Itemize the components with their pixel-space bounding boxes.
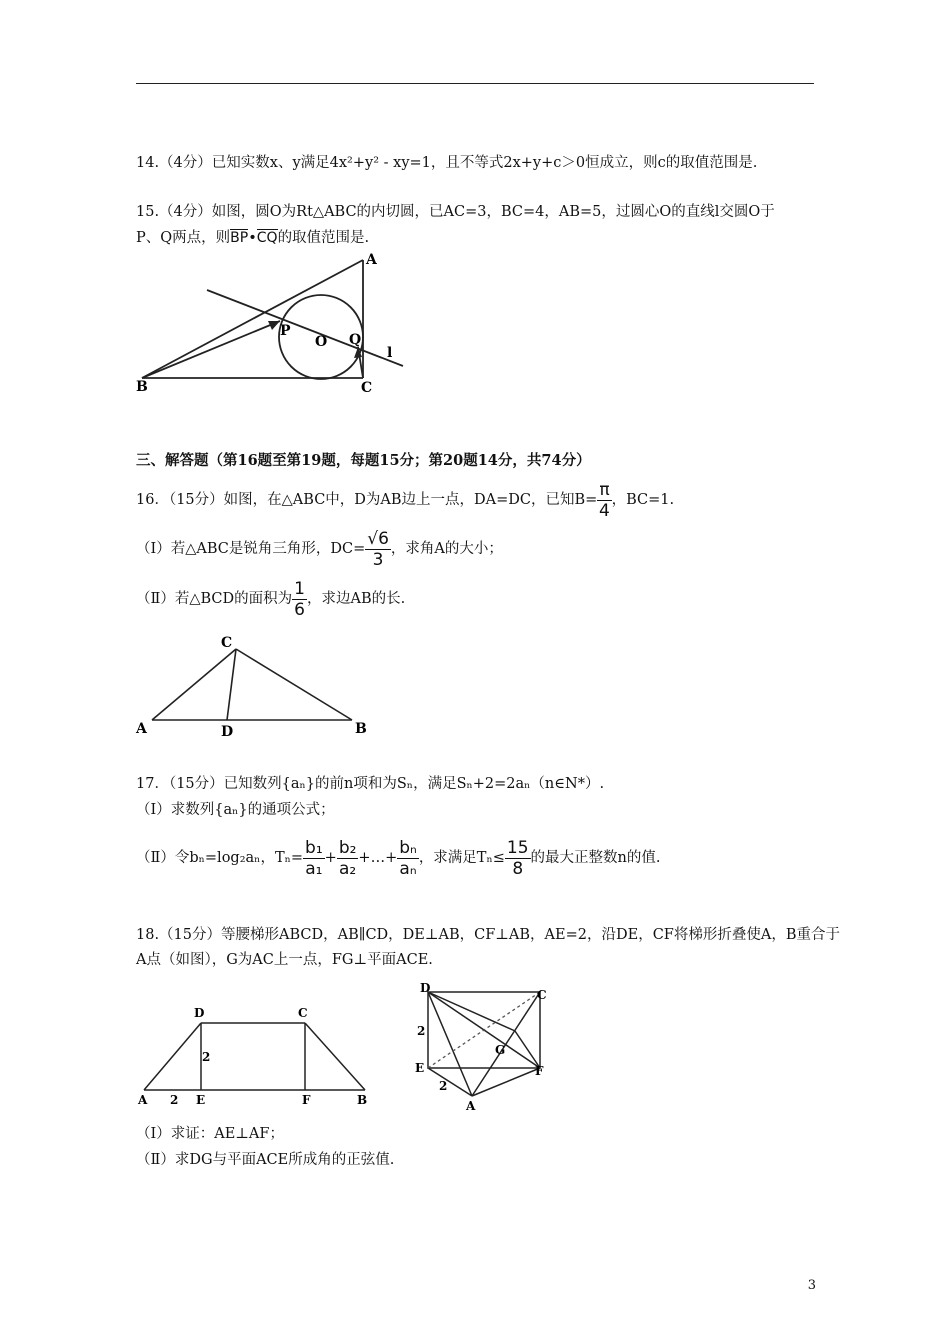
label-a: A xyxy=(366,252,377,268)
label-de-length: 2 xyxy=(417,1024,426,1038)
question-17-part1: （Ⅰ）求数列{aₙ}的通项公式； xyxy=(136,802,335,818)
label-ae-length: 2 xyxy=(170,1093,179,1107)
part-2-text: （Ⅱ）若△BCD的面积为 xyxy=(136,591,293,607)
leg-ad xyxy=(144,1023,201,1090)
header-rule xyxy=(136,83,814,84)
segment-dc xyxy=(227,649,236,720)
part-2-text-end: 的最大正整数n的值. xyxy=(530,850,661,866)
vector-cq: CQ xyxy=(256,230,278,246)
question-15-text: P、Q两点，则 xyxy=(136,230,231,246)
edge-dg xyxy=(428,992,515,1031)
section-3-title: 三、解答题（第16题至第19题，每题15分；第20题14分，共74分） xyxy=(136,452,591,469)
segment-bc xyxy=(236,649,352,720)
vector-bp-line xyxy=(142,321,280,378)
question-15-line1: 15.（4分）如图，圆O为Rt△ABC的内切圆，已AC=3，BC=4，AB=5，过圆心O的直线l交圆O于 xyxy=(136,204,775,220)
question-17-part2 xyxy=(136,830,661,886)
label-c: C xyxy=(537,988,547,1002)
trapezoid-figure xyxy=(130,1000,380,1110)
label-f: F xyxy=(302,1093,311,1107)
label-l: l xyxy=(387,345,393,361)
ellipsis-plus: +…+ xyxy=(358,850,398,866)
fraction-bn-an: $\frac{\text{bₙ}}{\text{aₙ}}$ xyxy=(399,837,417,879)
label-g: G xyxy=(495,1043,506,1057)
part-1-text: （Ⅰ）若△ABC是锐角三角形，DC= xyxy=(136,541,366,557)
label-d: D xyxy=(194,1006,205,1020)
edge-gf xyxy=(515,1031,540,1068)
question-18-line2: A点（如图），G为AC上一点，FG⊥平面ACE. xyxy=(136,952,433,968)
label-c: C xyxy=(221,635,233,651)
vector-bp: BP xyxy=(230,230,249,246)
triangle-abc-figure xyxy=(130,630,380,740)
label-de-length: 2 xyxy=(202,1050,211,1064)
incircle-figure xyxy=(130,250,420,398)
label-c: C xyxy=(298,1006,308,1020)
label-d: D xyxy=(221,724,234,740)
label-a: A xyxy=(466,1099,476,1113)
part-1-text-end: ，求角A的大小； xyxy=(390,541,503,557)
label-b: B xyxy=(136,379,148,395)
question-16-part2 xyxy=(136,577,405,621)
label-e: E xyxy=(196,1093,206,1107)
label-o: O xyxy=(315,334,328,350)
question-17-line1: 17．（15分）已知数列{aₙ}的前n项和为Sₙ，满足Sₙ+2=2aₙ（n∈N*）. xyxy=(136,776,605,792)
label-f: F xyxy=(535,1064,544,1078)
part-2-text-mid: ，求满足Tₙ≤ xyxy=(418,850,505,866)
dot-operator: • xyxy=(248,230,257,246)
edge-af xyxy=(472,1068,540,1096)
folded-figure xyxy=(410,978,560,1118)
label-d: D xyxy=(420,981,431,995)
question-16-text: 16．（15分）如图，在△ABC中，D为AB边上一点，DA=DC，已知B= xyxy=(136,492,598,508)
question-18-part1: （Ⅰ）求证：AE⊥AF； xyxy=(136,1126,284,1142)
question-14: 14.（4分）已知实数x、y满足4x²+y² - xy=1，且不等式2x+y+c＞0恒成立，则c的取值范围是. xyxy=(136,155,758,171)
question-16-text-end: ，BC=1. xyxy=(611,492,675,508)
fraction-b1-a1: $\frac{\text{b₁}}{\text{a₁}}$ xyxy=(305,837,323,879)
leg-cb xyxy=(305,1023,365,1090)
page-number: 3 xyxy=(807,1278,816,1293)
edge-ac xyxy=(472,992,540,1096)
fraction-pi-over-4: $\frac{\pi}{4}$ xyxy=(599,479,610,521)
question-16-part1 xyxy=(136,527,503,571)
question-15-line2 xyxy=(136,229,369,247)
question-18-part2: （Ⅱ）求DG与平面ACE所成角的正弦值. xyxy=(136,1152,395,1168)
label-p: P xyxy=(280,323,291,339)
part-2-text-end: ，求边AB的长. xyxy=(306,591,406,607)
question-18-line1: 18.（15分）等腰梯形ABCD，AB∥CD，DE⊥AB，CF⊥AB，AE=2，沿DE，CF将梯形折叠使A，B重合于 xyxy=(136,927,840,943)
plus-sign: + xyxy=(324,850,337,866)
label-b: B xyxy=(355,721,367,737)
fraction-b2-a2: $\frac{\text{b₂}}{\text{a₂}}$ xyxy=(338,837,357,879)
fraction-1-over-6: $\frac{1}{6}$ xyxy=(294,578,305,620)
fraction-sqrt6-over-3: $\frac{√6}{3}$ xyxy=(367,528,389,570)
label-e: E xyxy=(415,1061,425,1075)
label-q: Q xyxy=(349,332,362,348)
label-b: B xyxy=(357,1093,368,1107)
fraction-15-over-8: $\frac{15}{8}$ xyxy=(506,837,529,879)
label-c: C xyxy=(361,380,373,396)
part-2-text: （Ⅱ）令bₙ=log₂aₙ，Tₙ= xyxy=(136,850,304,866)
label-a: A xyxy=(138,1093,148,1107)
label-a: A xyxy=(136,721,147,737)
label-ea-length: 2 xyxy=(439,1079,448,1093)
side-ab xyxy=(142,260,363,378)
question-15-text-end: 的取值范围是. xyxy=(277,230,370,246)
question-16-line1 xyxy=(136,478,674,522)
segment-ac xyxy=(152,649,236,720)
